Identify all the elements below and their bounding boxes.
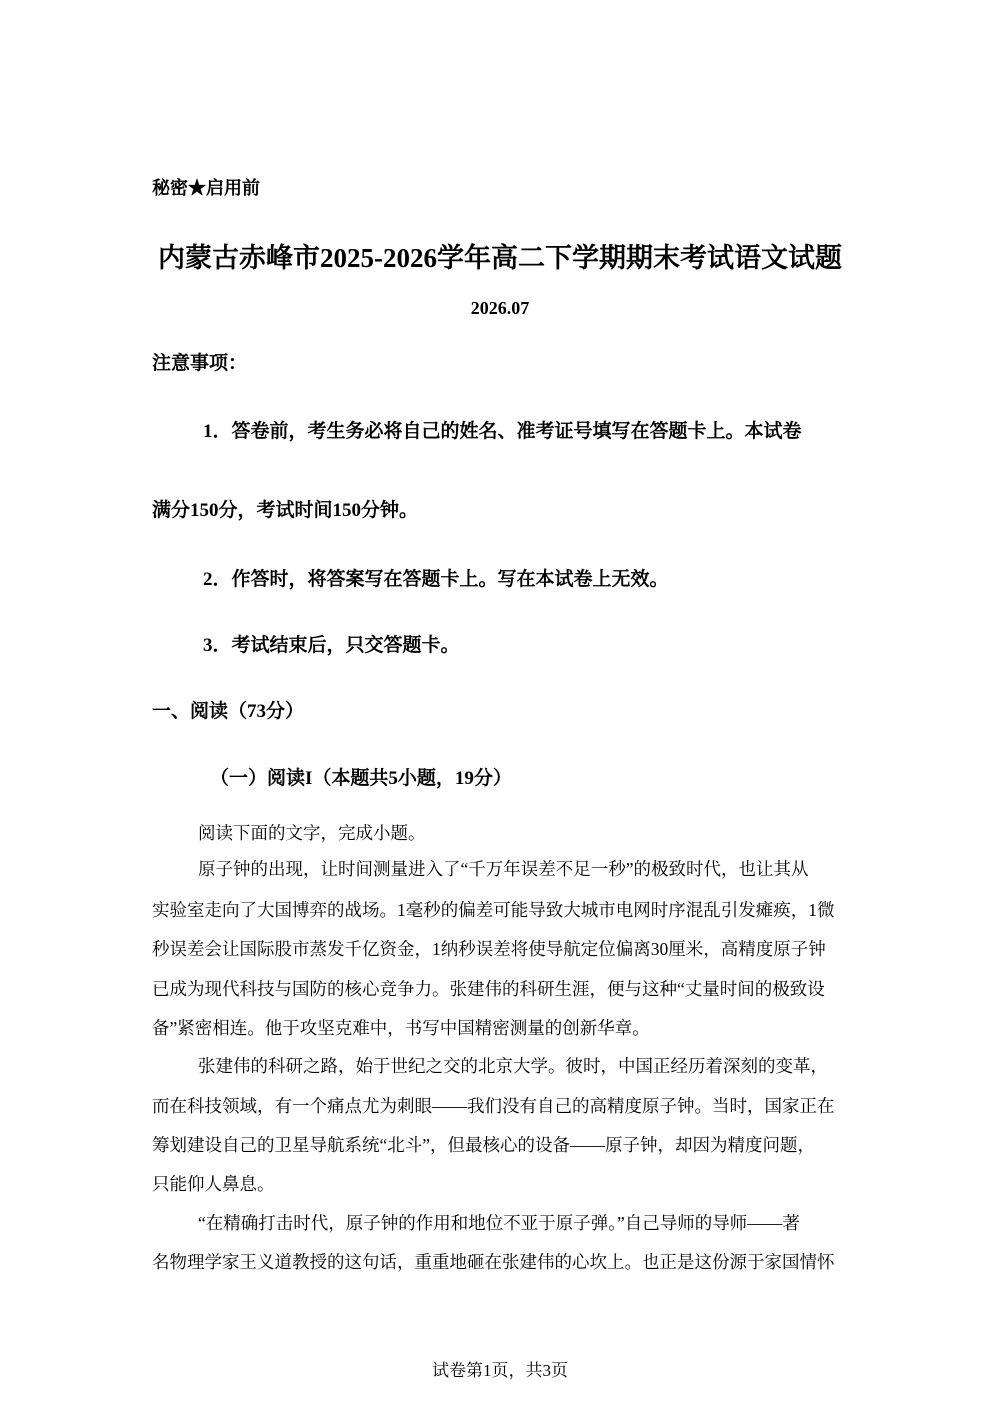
passage-line: “在精确打击时代，原子钟的作用和地位不亚于原子弹。”自己导师的导师——著	[198, 1213, 800, 1233]
passage-line: 秒误差会让国际股市蒸发千亿资金，1纳秒误差将使导航定位偏离30厘米，高精度原子钟	[152, 939, 826, 959]
passage-line: 张建伟的科研之路，始于世纪之交的北京大学。彼时，中国正经历着深刻的变革，	[198, 1056, 828, 1076]
passage-line: 只能仰人鼻息。	[152, 1174, 275, 1194]
notice-item-1-line-2: 满分150分，考试时间150分钟。	[152, 500, 419, 521]
notice-item-1-line-1: 1．答卷前，考生务必将自己的姓名、准考证号填写在答题卡上。本试卷	[203, 421, 802, 442]
secret-label: 秘密★启用前	[152, 178, 260, 198]
passage-line: 实验室走向了大国博弈的战场。1毫秒的偏差可能导致大城市电网时序混乱引发瘫痪，1微	[152, 900, 835, 920]
passage-line: 已成为现代科技与国防的核心竞争力。张建伟的科研生涯，便与这种“丈量时间的极致设	[152, 979, 825, 999]
page-footer: 试卷第1页，共3页	[432, 1361, 568, 1380]
subsection-heading: （一）阅读I（本题共5小题，19分）	[210, 768, 512, 789]
exam-title: 内蒙古赤峰市2025-2026学年高二下学期期末考试语文试题	[158, 243, 842, 273]
notice-item-3: 3．考试结束后，只交答题卡。	[203, 635, 460, 656]
notice-item-2: 2．作答时，将答案写在答题卡上。写在本试卷上无效。	[203, 569, 669, 590]
passage-line: 原子钟的出现，让时间测量进入了“千万年误差不足一秒”的极致时代，也让其从	[198, 859, 809, 879]
section-heading: 一、阅读（73分）	[152, 701, 305, 722]
exam-date: 2026.07	[470, 298, 530, 318]
passage-line: 名物理学家王义道教授的这句话，重重地砸在张建伟的心坎上。也正是这份源于家国情怀	[152, 1252, 835, 1272]
passage-line: 备”紧密相连。他于攻坚克难中，书写中国精密测量的创新华章。	[152, 1018, 650, 1038]
passage-line: 筹划建设自己的卫星导航系统“北斗”，但最核心的设备——原子钟，却因为精度问题，	[152, 1135, 816, 1155]
notice-heading: 注意事项：	[152, 353, 248, 374]
passage-line: 阅读下面的文字，完成小题。	[198, 823, 426, 843]
passage-line: 而在科技领域，有一个痛点尤为刺眼——我们没有自己的高精度原子钟。当时，国家正在	[152, 1096, 835, 1116]
